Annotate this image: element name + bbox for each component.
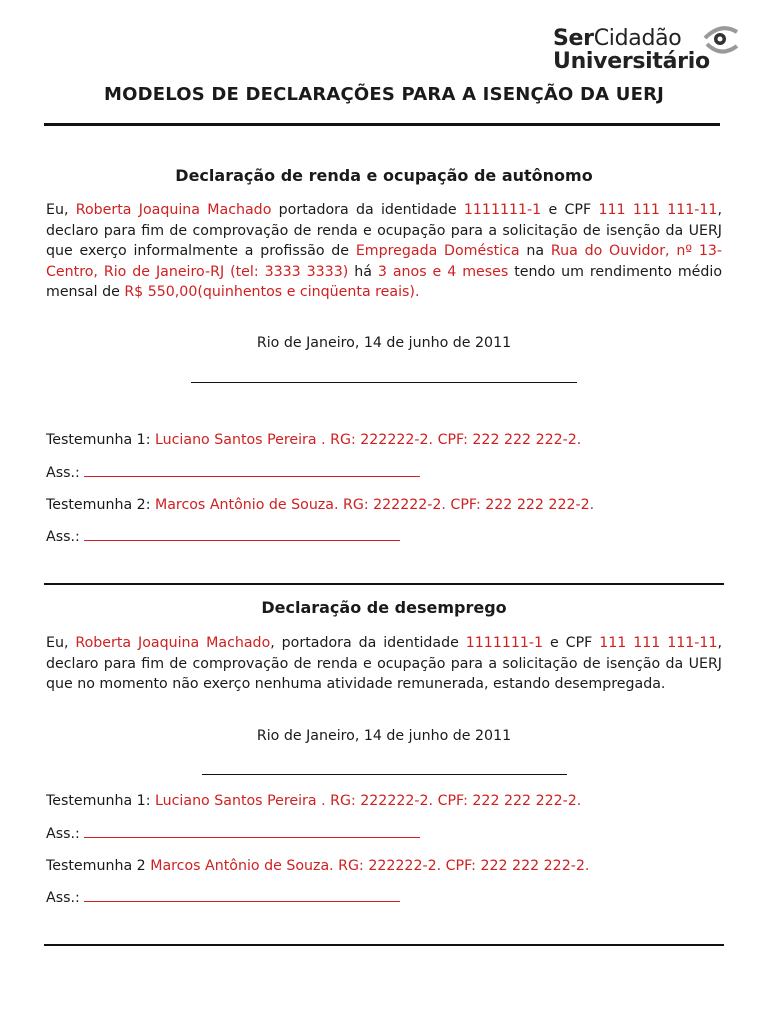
section2-witness1: Testemunha 1: Luciano Santos Pereira . RG: 222222-2. CPF: 222 222 222-2. (46, 793, 582, 809)
section1-ass2: Ass.: (46, 529, 722, 545)
logo-line2: Universitário (553, 49, 710, 74)
logo-ser: Ser (553, 26, 594, 51)
bottom-rule (44, 944, 724, 946)
section-divider (44, 583, 724, 585)
section1-heading: Declaração de renda e ocupação de autônomo (175, 166, 593, 185)
section2-paragraph: Eu, Roberta Joaquina Machado, portadora da identidade 1111111-1 e CPF 111 111 111-11, declaro para fim de comprovação de renda e ocupação para a solicitação de isenção da UERJ que no momento não exerço nenhuma atividade remunerada, estando desempregada. (46, 635, 722, 692)
page-title: MODELOS DE DECLARAÇÕES PARA A ISENÇÃO DA UERJ (103, 84, 665, 105)
section2-heading: Declaração de desemprego (261, 598, 507, 617)
section2-date: Rio de Janeiro, 14 de junho de 2011 (256, 728, 512, 744)
section2-ass1: Ass.: (46, 826, 722, 842)
logo-line1 (553, 28, 681, 50)
eye-icon (703, 20, 739, 60)
logo (553, 18, 743, 78)
section1-paragraph: Eu, Roberta Joaquina Machado portadora da identidade 1111111-1 e CPF 111 111 111-11, declaro para fim de comprovação de renda e ocupação para a solicitação de isenção da UERJ que exerço informalmente a profissão de Empregada Doméstica na Rua do Ouvidor, nº 13- Centro, Rio de Janeiro-RJ (tel: 3333 3333) há 3 anos e 4 meses tendo um rendimento médio mensal de R$ 550,00(quinhentos e cinqüenta reais). (46, 202, 723, 300)
section1-ass1: Ass.: (46, 465, 722, 481)
section2-ass2: Ass.: (46, 890, 722, 906)
section1-witness2: Testemunha 2: Marcos Antônio de Souza. RG: 222222-2. CPF: 222 222 222-2. (46, 497, 595, 513)
section2-signature-line (202, 774, 567, 775)
section1-date: Rio de Janeiro, 14 de junho de 2011 (256, 335, 512, 351)
logo-cidadao: Cidadão (593, 26, 682, 51)
section1-witness1: Testemunha 1: Luciano Santos Pereira . RG: 222222-2. CPF: 222 222 222-2. (46, 432, 582, 448)
section2-witness2: Testemunha 2 Marcos Antônio de Souza. RG: 222222-2. CPF: 222 222 222-2. (46, 858, 590, 874)
section1-signature-line (191, 382, 577, 383)
title-rule (44, 123, 720, 126)
